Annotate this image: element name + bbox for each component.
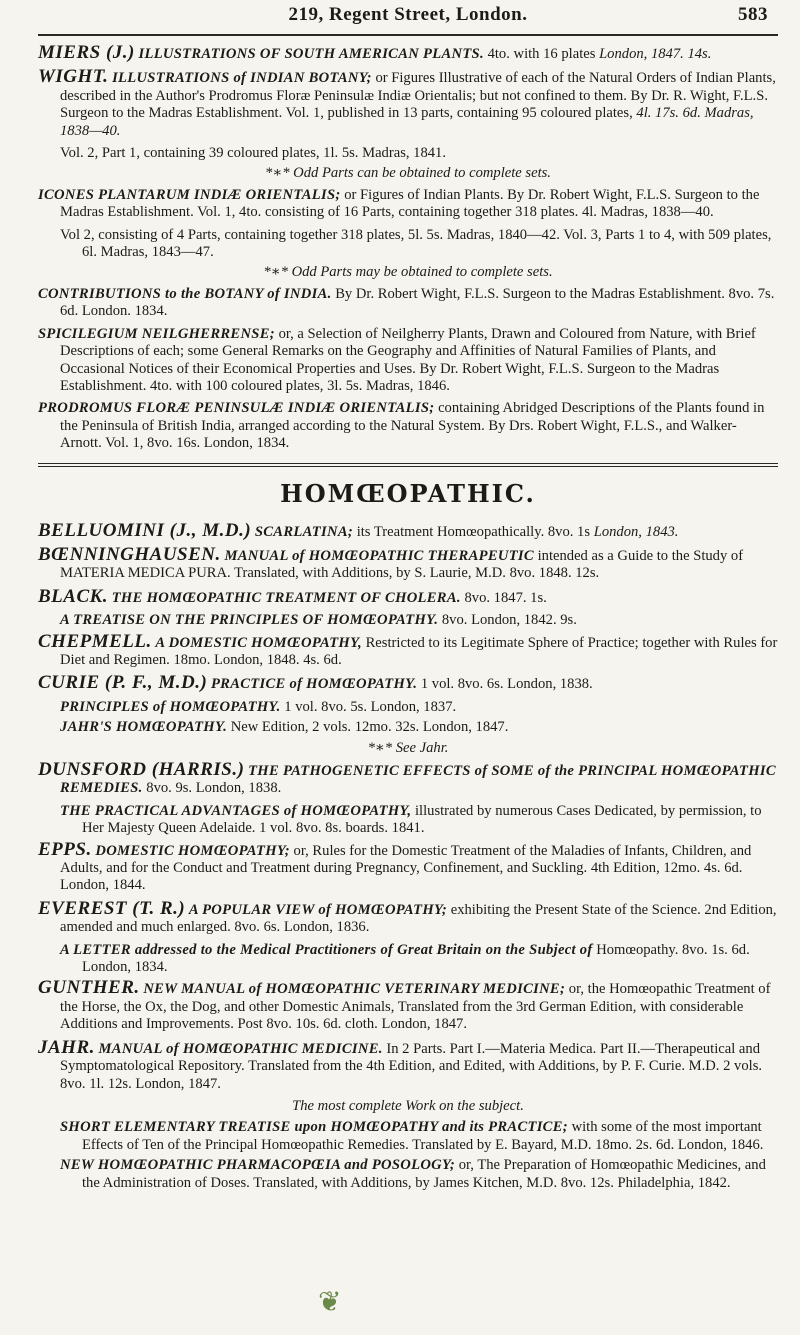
entry-title: DOMESTIC HOMŒOPATHY; [95,842,290,859]
entry-description: Vol 2, consisting of 4 Parts, containing together 318 plates, 5l. 5s. Madras, 1840—42. Vol. 3, Parts 1 to 4, with 509 plates, 6l. Madras, 1843—47. [60,226,772,261]
entry-publication: 4l. 17s. 6d. Madras, 1838—40. [60,105,754,139]
entry-title: A POPULAR VIEW of HOMŒOPATHY; [188,901,448,918]
entry-description: containing Abridged Descriptions of the Plants found in the Peninsula of British India, arranged according to the Natural System. By Drs. Robert Wight, F.L.S., and Walker-Arnott. Vol. 1, 8vo. 16s. London, 1834. [60,400,765,452]
entry-publication: London, 1847. 14s. [599,46,712,62]
catalogue-entry [38,674,778,693]
section-divider [38,463,778,467]
entry-description: or, Rules for the Domestic Treatment of the Maladies of Infants, Children, and Adults, and for the Conduct and Treatment during Pregnancy, Confinement, and Suckling. 4th Edition, 12mo. 4s. 6d. London, 1844. [60,842,752,894]
homeopathic-entries [38,519,778,1192]
entry-description: or Figures of Indian Plants. By Dr. Robert Wight, F.L.S. Surgeon to the Madras Establishment. Vol. 1, 4to. consisting of 16 Parts, containing together 318 plates. 4l. Madras, 1838—40. [60,186,760,221]
catalogue-sub-entry [38,227,778,262]
catalogue-note: The most complete Work on the subject. [292,1097,524,1114]
catalogue-entry [38,838,778,895]
entry-description: exhibiting the Present State of the Science. 2nd Edition, amended and much enlarged. 8vo. 6s. London, 1836. [60,901,777,936]
entry-description: intended as a Guide to the Study of MATERIA MEDICA PURA. Translated, with Additions, by S. Laurie, M.D. 8vo. 1848. 12s. [60,547,744,582]
catalogue-entry [38,1036,778,1093]
entry-publication: London, 1843. [593,523,679,540]
entry-description: 8vo. London, 1842. 9s. [441,612,577,629]
header-rule [38,34,778,36]
entry-description: New Edition, 2 vols. 12mo. 32s. London, 1847. [230,719,509,736]
catalogue-entry [38,68,778,140]
entry-author: EVEREST (T. R.) [38,897,186,919]
entry-title: SCARLATINA; [254,523,354,540]
entry-description: or Figures Illustrative of each of the Natural Orders of Indian Plants, described in the Author's Prodromus Floræ Peninsulæ Indiæ Orientalis; but not confined to them. By Dr. R. Wight, F.L.S. Surgeon to the Madras Establishment. Vol. 1, published in 13 parts, containing 95 coloured plates, [60,70,776,122]
entry-description: Vol. 2, Part 1, containing 39 coloured plates, 1l. 5s. Madras, 1841. [60,145,447,162]
catalogue-sub-entry [38,803,778,838]
entry-description: 1 vol. 8vo. 6s. London, 1838. [420,676,593,693]
catalogue-entry [38,400,778,452]
entry-description: In 2 Parts. Part I.—Materia Medica. Part II.—Therapeutical and Symptomatological Repository. Translated from the 4th Edition, and Edited, with Additions, by P. F. Curie. M.D. 2 vols. 8vo. 1l. 12s. London, 1847. [60,1040,763,1092]
catalogue-sub-entry [38,145,778,162]
catalogue-entry [38,761,778,798]
page-number: 583 [738,4,768,25]
entry-description: Restricted to its Legitimate Sphere of Practice; together with Rules for Diet and Regimen. 18mo. London, 1848. 4s. 6d. [60,634,778,668]
entry-author: DUNSFORD (HARRIS.) [38,759,245,780]
entry-description: 4to. with 16 plates [487,46,596,62]
entry-title: CONTRIBUTIONS to the BOTANY of INDIA. [38,285,332,302]
entry-description: its Treatment Homœopathically. 8vo. 1s [356,523,591,540]
catalogue-entry [38,286,778,321]
entry-title: JAHR'S HOMŒOPATHY. [60,719,228,736]
catalogue-entry [38,543,778,583]
catalogue-sub-entry [38,699,778,716]
entry-title: PRODROMUS FLORÆ PENINSULÆ INDIÆ ORIENTALIS; [38,400,435,417]
catalogue-entry [38,44,778,63]
entry-title: A TREATISE ON THE PRINCIPLES OF HOMŒOPATHY. [60,612,439,629]
entry-title: SPICILEGIUM NEILGHERRENSE; [38,325,275,342]
entry-title: THE PATHOGENETIC EFFECTS of SOME of the PRINCIPAL HOMŒOPATHIC REMEDIES. [60,763,776,797]
entry-description: By Dr. Robert Wight, F.L.S. Surgeon to the Madras Establishment. 8vo. 7s. 6d. London. 1834. [60,285,775,320]
entry-author: CURIE (P. F., M.D.) [38,672,208,694]
entry-author: CHEPMELL. [38,630,152,652]
catalogue-entry [38,585,778,607]
catalogue-note: *∗* Odd Parts can be obtained to complete sets. [265,165,551,182]
entry-description: or, the Homœopathic Treatment of the Horse, the Ox, the Dog, and other Domestic Animals, Translated from the 3rd German Edition, with considerable Additions and Improvements. Post 8vo. 10s. 6d. cloth. London, 1847. [60,981,771,1033]
entry-description: illustrated by numerous Cases Dedicated, by permission, to Her Majesty Queen Adelaide. 1 vol. 8vo. 8s. boards. 1841. [82,802,762,837]
entry-author: JAHR. [38,1036,95,1058]
entry-title: NEW MANUAL of HOMŒOPATHIC VETERINARY MEDICINE; [143,981,566,998]
catalogue-sub-entry [38,719,778,736]
entry-author: EPPS. [38,838,92,860]
catalogue-sub-entry [38,1157,778,1192]
entry-title: MANUAL of HOMŒOPATHIC THERAPEUTIC [224,547,534,564]
entry-author: MIERS (J.) [38,42,135,63]
catalogue-note: *∗* Odd Parts may be obtained to complete sets. [263,264,553,281]
entry-description: or, a Selection of Neilgherry Plants, Drawn and Coloured from Nature, with Brief Descriptions of each; some General Remarks on the Geography and Affinities of Natural Families of Plants, and Occasional Notices of their Economical Properties and Uses. By Dr. Robert Wight, F.L.S. Surgeon to the Madras Establishment. 4to. with 100 coloured plates, 3l. 5s. Madras, 1846. [60,325,756,394]
entry-title: ILLUSTRATIONS OF SOUTH AMERICAN PLANTS. [138,46,484,62]
entry-title: PRACTICE of HOMŒOPATHY. [210,676,418,693]
entry-title: THE PRACTICAL ADVANTAGES of HOMŒOPATHY, [60,802,412,819]
entry-title: A DOMESTIC HOMŒOPATHY, [155,634,362,651]
section-title: HOMŒOPATHIC. [280,478,536,508]
entry-description: with some of the most important Effects of Ten of the Principal Homœopathic Remedies. Translated by E. Bayard, M.D. 18mo. 2s. 6d. London, 1846. [82,1119,764,1153]
entry-description: 8vo. 9s. London, 1838. [146,780,282,797]
entry-title: THE HOMŒOPATHIC TREATMENT OF CHOLERA. [111,589,461,606]
running-head [38,0,778,30]
entry-description: Homœopathy. 8vo. 1s. 6d. London, 1834. [82,941,750,976]
entry-title: MANUAL of HOMŒOPATHIC MEDICINE. [98,1040,383,1057]
catalogue-sub-entry [38,612,778,629]
entry-description: 8vo. 1847. 1s. [464,589,547,606]
botany-entries [38,44,778,453]
entry-author: BELLUOMINI (J., M.D.) [38,519,252,541]
entry-description: or, The Preparation of Homœopathic Medicines, and the Administration of Doses. Translated, with Additions, by James Kitchen, M.D. 8vo. 12s. Philadelphia, 1842. [82,1157,766,1191]
leaf-ornament-icon: ❦ [318,1287,342,1318]
entry-author: GUNTHER. [38,977,140,999]
catalogue-sub-entry [38,1119,778,1154]
catalogue-note: *∗* See Jahr. [367,739,449,756]
entry-title: NEW HOMŒOPATHIC PHARMACOPŒIA and POSOLOGY; [60,1157,456,1174]
entry-title: ICONES PLANTARUM INDIÆ ORIENTALIS; [38,186,341,203]
catalogue-entry [38,326,778,396]
catalogue-entry [38,187,778,222]
entry-title: SHORT ELEMENTARY TREATISE upon HOMŒOPATHY and its PRACTICE; [60,1119,568,1136]
catalogue-entry [38,519,778,541]
catalogue-entry [38,630,778,670]
entry-title: ILLUSTRATIONS of INDIAN BOTANY; [112,70,372,87]
entry-author: BŒNNINGHAUSEN. [38,543,221,565]
catalogue-entry [38,897,778,937]
entry-author: WIGHT. [38,66,109,88]
catalogue-sub-entry [38,942,778,977]
entry-title: A LETTER addressed to the Medical Practitioners of Great Britain on the Subject of [60,941,593,958]
entry-author: BLACK. [38,585,109,607]
entry-description: 1 vol. 8vo. 5s. London, 1837. [284,698,457,715]
catalogue-entry [38,979,778,1033]
publisher-address: 219, Regent Street, London. [288,4,528,25]
entry-title: PRINCIPLES of HOMŒOPATHY. [60,698,281,715]
